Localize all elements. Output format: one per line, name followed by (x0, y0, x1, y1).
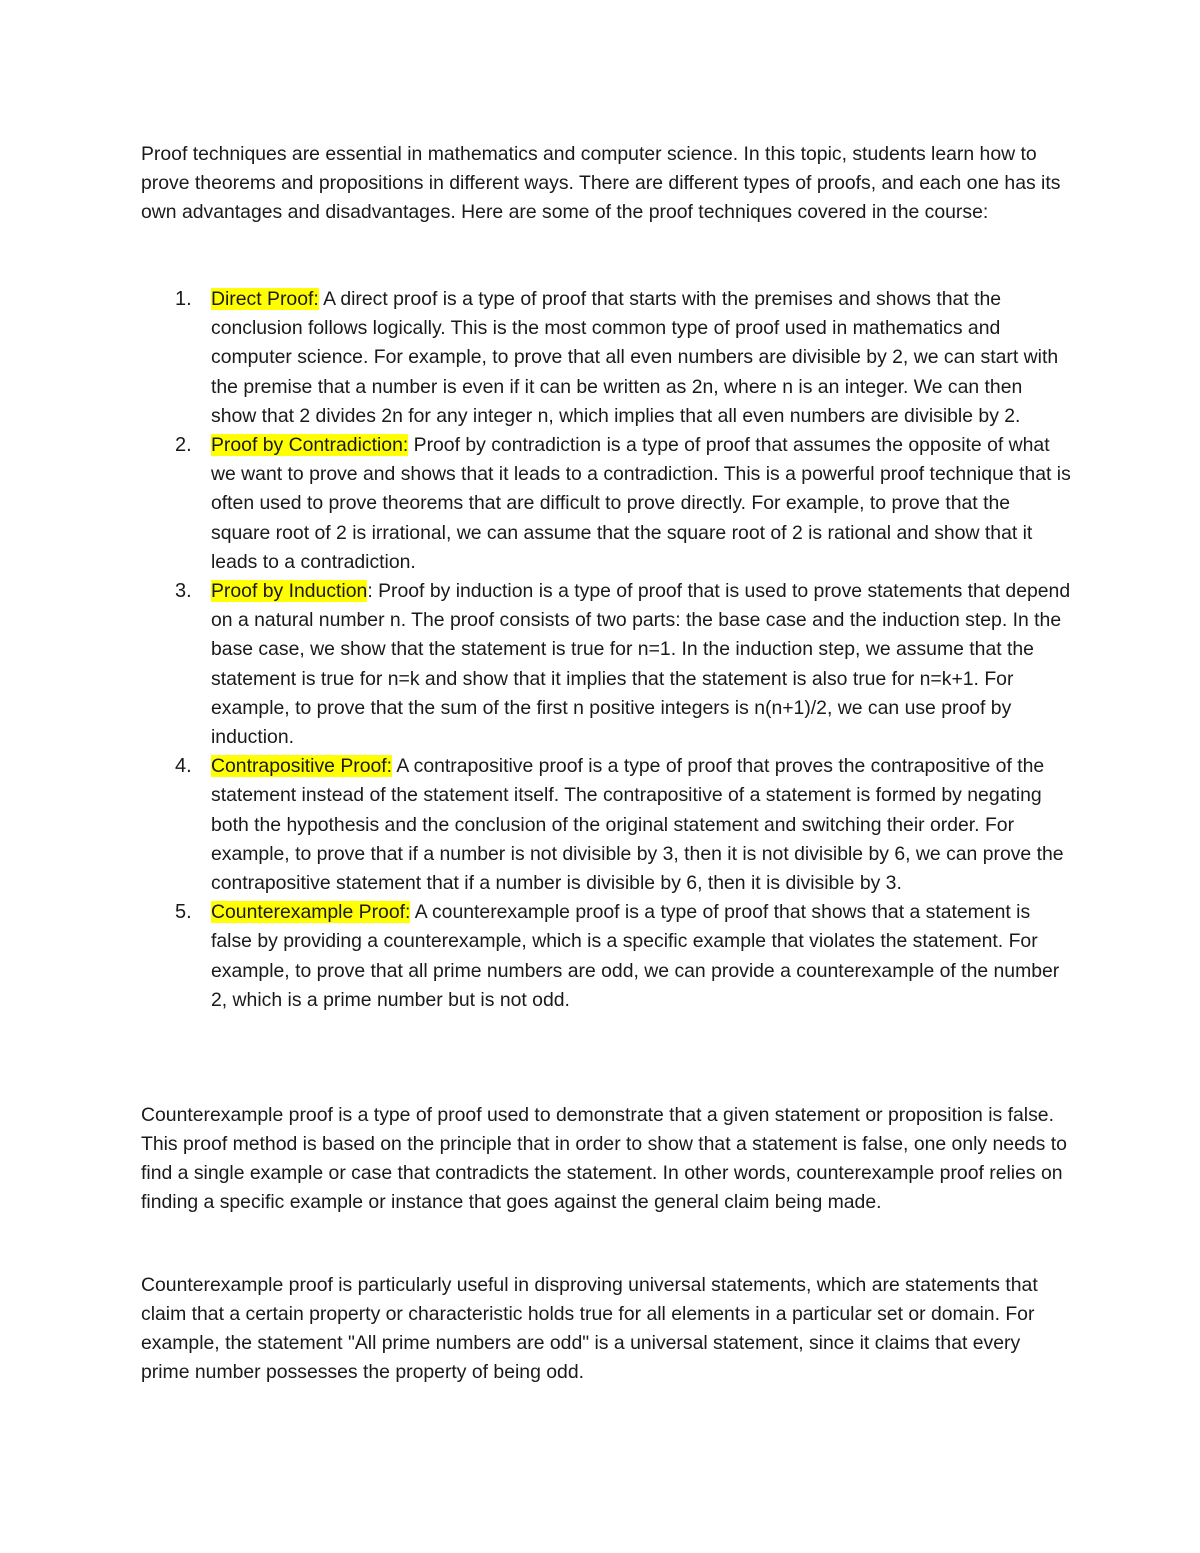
term-description: : Proof by induction is a type of proof that is used to prove statements that depend on a natural number n. The proof consists of two parts: the base case and the induction step. In the base case, we show that the statement is true for n=1. In the induction step, we assume that the statement is true for n=k and show that it implies that the statement is also true for n=k+1. For example, to prove that the sum of the first n positive integers is n(n+1)/2, we can use proof by induction. (211, 580, 1071, 749)
list-item-proof-by-induction (175, 577, 1071, 752)
list-number: 1. (175, 288, 192, 310)
highlighted-term: Counterexample Proof: (211, 901, 411, 924)
list-number: 3. (175, 580, 192, 603)
list-item-counterexample-proof (175, 898, 1071, 1015)
proof-techniques-list (175, 285, 1071, 1015)
term-description: A direct proof is a type of proof that starts with the premises and shows that the conclusion follows logically. This is the most common type of proof used in mathematics and computer science. For example, to prove that all even numbers are divisible by 2, we can start with the premise that a number is even if it can be written as 2n, where n is an integer. We can then show that 2 divides 2n for any integer n, which implies that all even numbers are divisible by 2. (211, 288, 1059, 427)
highlighted-term: Proof by Contradiction: (211, 434, 409, 457)
list-number: 5. (175, 901, 192, 924)
highlighted-term: Proof by Induction (211, 580, 368, 603)
highlighted-term: Direct Proof: (211, 288, 319, 310)
list-number: 2. (175, 434, 192, 457)
universal-statements-paragraph: Counterexample proof is particularly useful in disproving universal statements, which are statements that claim that a certain property or characteristic holds true for all elements in a particular set or domain. For example, the statement "All prime numbers are odd" is a universal statement, since it claims that every prime number possesses the property of being odd. (141, 1274, 1038, 1383)
list-item-proof-by-contradiction (175, 431, 1071, 577)
term-description: Proof by contradiction is a type of proof that assumes the opposite of what we want to prove and shows that it leads to a contradiction. This is a powerful proof technique that is often used to prove theorems that are difficult to prove directly. For example, to prove that the square root of 2 is irrational, we can assume that the square root of 2 is rational and show that it leads to a contradiction. (211, 434, 1071, 573)
term-description: A counterexample proof is a type of proof that shows that a statement is false by providing a counterexample, which is a specific example that violates the statement. For example, to prove that all prime numbers are odd, we can provide a counterexample of the number 2, which is a prime number but is not odd. (211, 901, 1060, 1011)
term-description: A contrapositive proof is a type of proof that proves the contrapositive of the statement instead of the statement itself. The contrapositive of a statement is formed by negating both the hypothesis and the conclusion of the original statement and switching their order. For example, to prove that if a number is not divisible by 3, then it is not divisible by 6, we can prove the contrapositive statement that if a number is divisible by 6, then it is divisible by 3. (211, 755, 1064, 895)
intro-paragraph: Proof techniques are essential in mathematics and computer science. In this topic, students learn how to prove theorems and propositions in different ways. There are different types of proofs, and each one has its own advantages and disadvantages. Here are some of the proof techniques covered in the course: (141, 143, 1061, 223)
counterexample-paragraph: Counterexample proof is a type of proof used to demonstrate that a given statement or proposition is false. This proof method is based on the principle that in order to show that a statement is false, one only needs to find a single example or case that contradicts the statement. In other words, counterexample proof relies on finding a specific example or instance that goes against the general claim being made. (141, 1104, 1067, 1213)
list-number: 4. (175, 755, 192, 778)
list-item-direct-proof (175, 285, 1071, 431)
list-item-contrapositive-proof (175, 752, 1071, 898)
highlighted-term: Contrapositive Proof: (211, 755, 393, 778)
